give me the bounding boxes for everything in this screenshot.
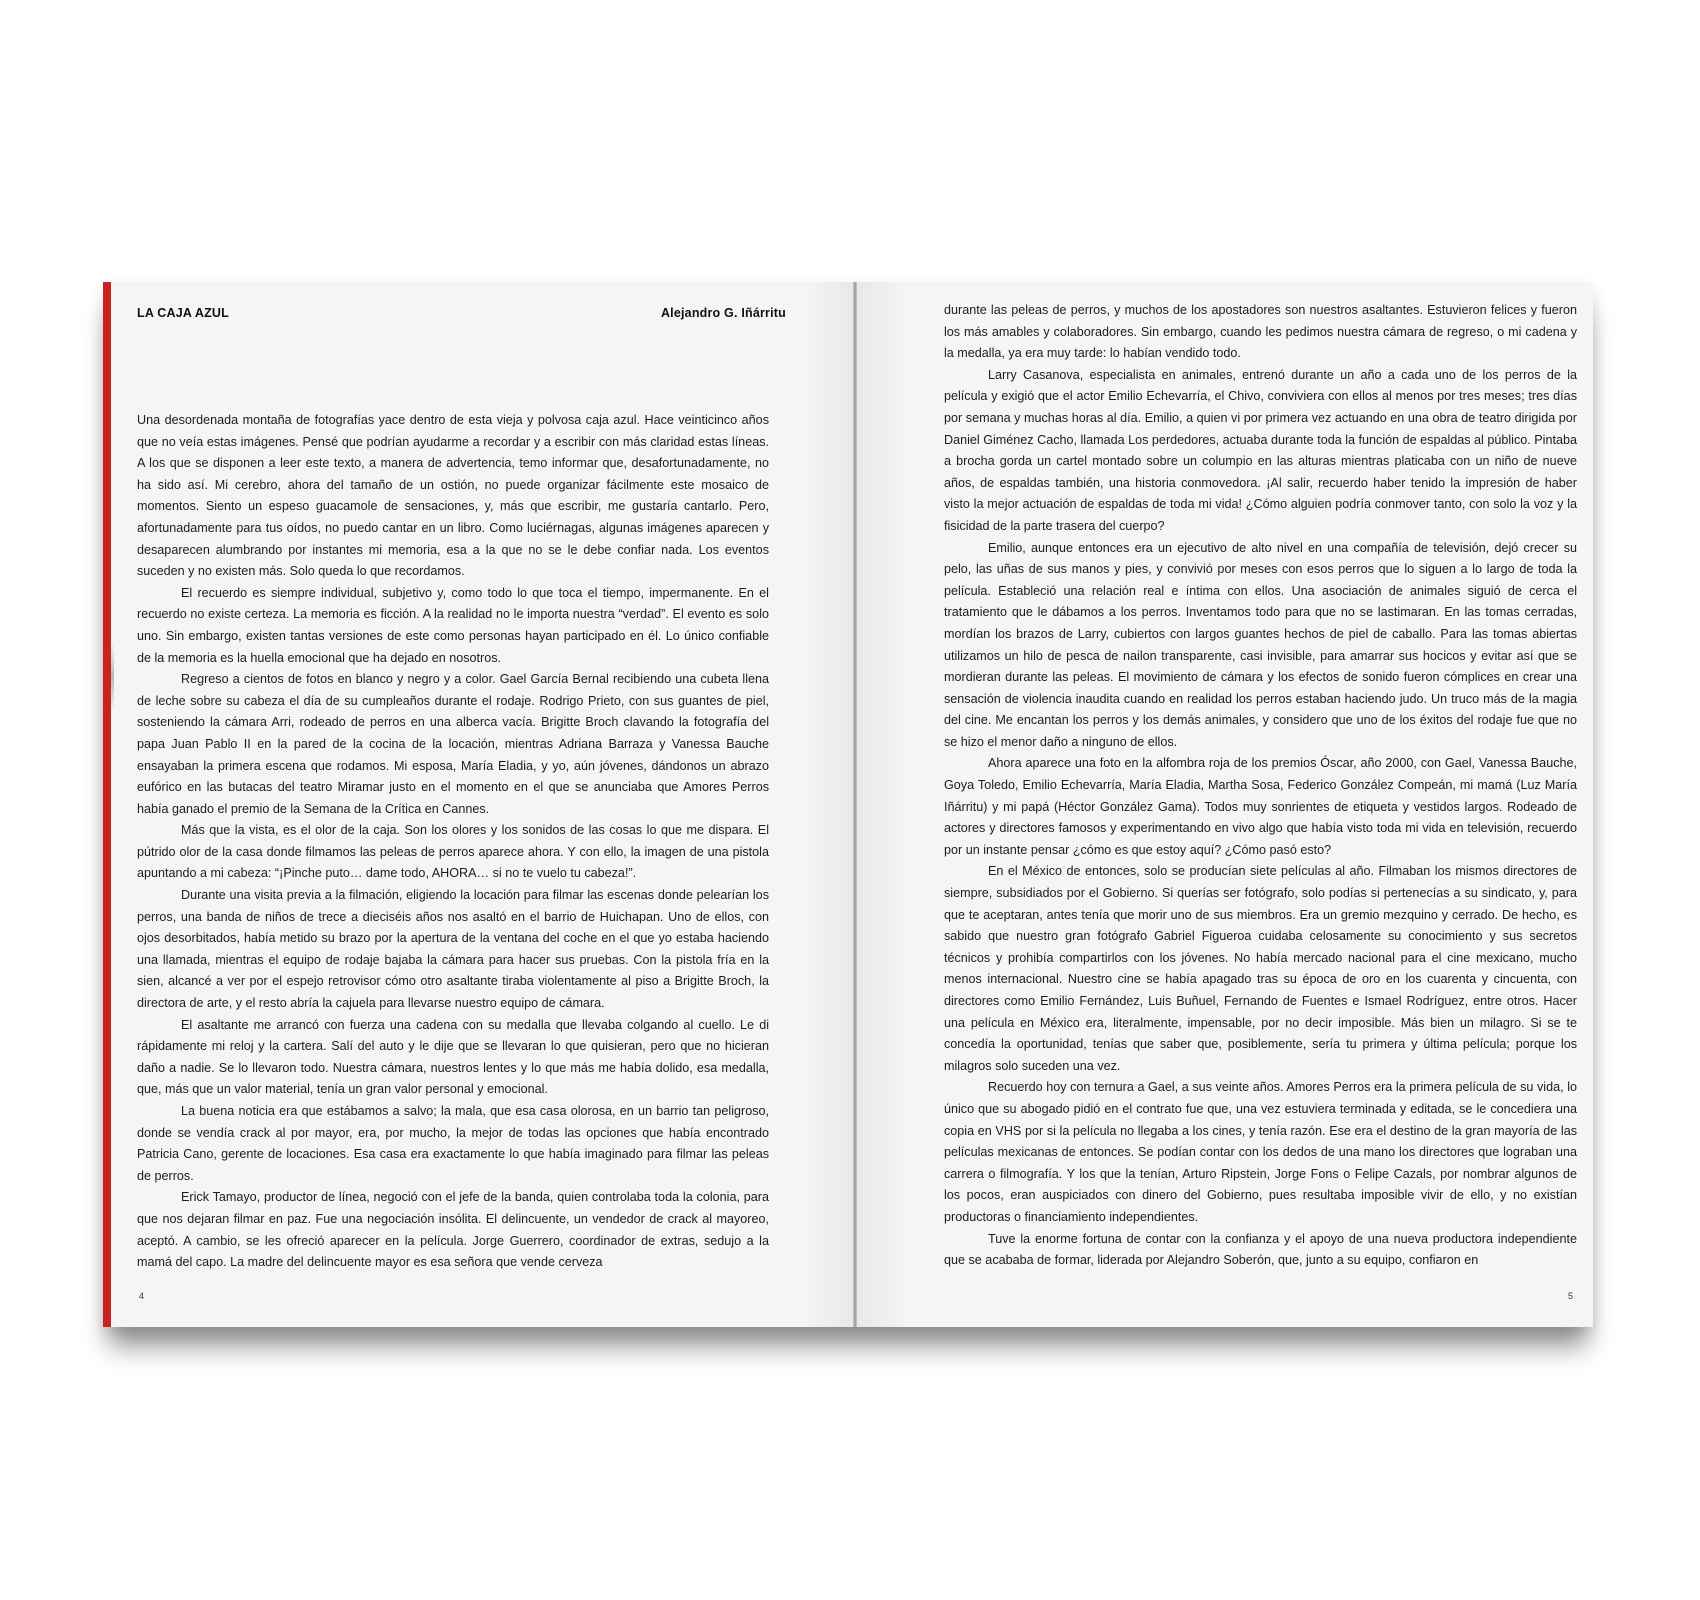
paragraph: Recuerdo hoy con ternura a Gael, a sus veinte años. Amores Perros era la primera película de su vida, lo único que su abogado pidió en el contrato fue que, una vez estuviera terminada y editada, se le concediera una copia en VHS por si la película no llegaba a los cines, y tenía razón. Ese era el destino de la gran mayoría de las películas mexicanas de entonces. Se podían contar con los dedos de una mano los directores que lograban una carrera o filmografía. Y los que la tenían, Arturo Ripstein, Jorge Fons o Felipe Cazals, por nombrar algunos de los pocos, eran auspiciados con dinero del Gobierno, pues resultaba imposible vivir de ello, y no existían productoras o financiamiento independientes. xyxy=(944,1080,1577,1224)
paragraph: El recuerdo es siempre individual, subjetivo y, como todo lo que toca el tiempo, impermanente. En el recuerdo no existe certeza. La memoria es ficción. A la realidad no le importa nuestra “verdad”. El evento es solo uno. Sin embargo, existen tantas versiones de este como personas hayan participado en él. Lo único confiable de la memoria es la huella emocional que ha dejado en nosotros. xyxy=(137,585,769,665)
paragraph: Una desordenada montaña de fotografías yace dentro de esta vieja y polvosa caja azul. Hace veinticinco años que no veía estas imágenes. Pensé que podrían ayudarme a recordar y a escribir con más claridad estas líneas. A los que se disponen a leer este texto, a manera de advertencia, temo informar que, desafortunadamente, no ha sido así. Mi cerebro, ahora del tamaño de un ostión, no puede organizar fácilmente este mosaico de momentos. Siento un espeso guacamole de sensaciones, y, más que escribir, me gustaría cantarlo. Pero, afortunadamente para tus oídos, no puedo cantar en un libro. Como luciérnagas, algunas imágenes aparecen y desaparecen alumbrando por instantes mi memoria, esa a la que no se le debe confiar nada. Los eventos suceden y no existen más. Solo queda lo que recordamos. xyxy=(137,413,769,579)
right-body-text xyxy=(944,300,1577,1272)
book-spread xyxy=(103,282,1593,1327)
page-number: 4 xyxy=(139,1291,145,1301)
right-page xyxy=(857,282,1593,1327)
paragraph: Ahora aparece una foto en la alfombra roja de los premios Óscar, año 2000, con Gael, Vanessa Bauche, Goya Toledo, Emilio Echevarría, María Eladia, Martha Sosa, Federico González Compeán, mi mamá (Luz María Iñárritu) y mi papá (Héctor González Gama). Todos muy sonrientes de etiqueta y vestidos largos. Rodeado de actores y directores famosos y experimentando en vivo algo que había visto toda mi vida en televisión, recuerdo por un instante pensar ¿cómo es que estoy aquí? ¿Cómo pasó esto? xyxy=(944,756,1577,857)
author-name: Alejandro G. Iñárritu xyxy=(660,306,786,320)
paragraph: El asaltante me arrancó con fuerza una cadena con su medalla que llevaba colgando al cuello. Le di rápidamente mi reloj y la cartera. Salí del auto y le dije que se llevaran lo que quisieran, pero que no hicieran daño a nadie. Se lo llevaron todo. Nuestra cámara, nuestros lentes y lo que más me había dolido, esa medalla, que, más que un valor material, tenía un gran valor personal y emocional. xyxy=(137,1017,769,1097)
running-title: LA CAJA AZUL xyxy=(137,306,229,320)
paragraph: En el México de entonces, solo se producían siete películas al año. Filmaban los mismos directores de siempre, subsidiados por el Gobierno. Si querías ser fotógrafo, solo podías si pertenecías a su sindicato, y, para que te aceptaran, antes tenía que morir uno de sus miembros. Era un gremio mezquino y cerrado. De hecho, es sabido que nuestro gran fotógrafo Gabriel Figueroa cuidaba celosamente su conocimiento y sus secretos técnicos y prohibía compartirlos con los jóvenes. No había mercado nacional para el cine mexicano, mucho menos internacional. Nuestro cine se había apagado tras su época de oro en los cuarenta y cincuenta, con directores como Emilio Fernández, Luis Buñuel, Fernando de Fuentes e Ismael Rodríguez, entre otros. Hacer una película en México era, literalmente, impensable, por no decir imposible. Más bien un milagro. Si se te concedía la oportunidad, tenías que saber que, posiblemente, sería tu primera y última película; porque los milagros solo suceden una vez. xyxy=(944,864,1577,1073)
paragraph: La buena noticia era que estábamos a salvo; la mala, que esa casa olorosa, en un barrio tan peligroso, donde se vendía crack al por mayor, era, por mucho, la mejor de todas las opciones que había encontrado Patricia Cano, gerente de locaciones. Esa casa era exactamente lo que había imaginado para filmar las peleas de perros. xyxy=(137,1104,769,1183)
left-page xyxy=(103,282,853,1327)
left-body-text xyxy=(137,410,769,1274)
page-number: 5 xyxy=(1567,1291,1573,1301)
paragraph: Regreso a cientos de fotos en blanco y negro y a color. Gael García Bernal recibiendo una cubeta llena de leche sobre su cabeza el día de su cumpleaños durante el rodaje. Rodrigo Prieto, con sus guantes de piel, sosteniendo la cámara Arri, rodeado de perros en una alberca vacía. Brigitte Broch clavando la fotografía del papa Juan Pablo II en la pared de la cocina de la locación, mientras Adriana Barraza y Vanessa Bauche ensayaban la primera escena que rodamos. Mi esposa, María Eladia, y yo, aún jóvenes, dándonos un abrazo eufórico en las butacas del teatro Miramar justo en el momento en el que se anunciaba que Amores Perros había ganado el premio de la Semana de la Crítica en Cannes. xyxy=(137,672,769,816)
page-crease-shadow xyxy=(111,642,114,712)
paragraph: Durante una visita previa a la filmación, eligiendo la locación para filmar las escenas donde pelearían los perros, una banda de niños de trece a dieciséis años nos asaltó en el barrio de Huichapan. Uno de ellos, con ojos desorbitados, había metido su brazo por la apertura de la ventana del coche en el que yo estaba haciendo una llamada, mientras el equipo de rodaje bajaba la cámara para hacer sus pruebas. Con la pistola fría en la sien, alcancé a ver por el espejo retrovisor cómo otro asaltante tiraba violentamente al piso a Brigitte Broch, la directora de arte, y el resto abría la cajuela para llevarse nuestro equipo de cámara. xyxy=(137,888,769,1011)
paragraph: Más que la vista, es el olor de la caja. Son los olores y los sonidos de las cosas lo que me dispara. El pútrido olor de la casa donde filmamos las peleas de perros aparece ahora. Y con ello, la imagen de una pistola apuntando a mi cabeza: “¡Pinche puto… dame todo, AHORA… si no te vuelo tu cabeza!”. xyxy=(137,823,769,881)
paragraph: Tuve la enorme fortuna de contar con la confianza y el apoyo de una nueva productora independiente que se acababa de formar, liderada por Alejandro Soberón, que, junto a su equipo, confiaron en xyxy=(944,1231,1577,1268)
paragraph: durante las peleas de perros, y muchos de los apostadores son nuestros asaltantes. Estuvieron felices y fueron los más amables y colaboradores. Sin embargo, cuando les pedimos nuestra cámara de regreso, o mi cadena y la medalla, ya era muy tarde: lo habían vendido todo. xyxy=(944,303,1577,361)
red-page-edge xyxy=(103,282,111,1327)
paragraph: Emilio, aunque entonces era un ejecutivo de alto nivel en una compañía de televisión, dejó crecer su pelo, las uñas de sus manos y pies, y convivió por meses con esos perros que lo siguen a lo largo de toda la película. Estableció una relación real e íntima con ellos. Una asociación de animales siguió de cerca el tratamiento que le dábamos a los perros. Inventamos todo para que no se lastimaran. En las tomas cerradas, mordían los brazos de Larry, cubiertos con largos guantes hechos de piel de caballo. Para las tomas abiertas utilizamos un hilo de pesca de nailon transparente, casi invisible, para amarrar sus hocicos y evitar así que se mordieran durante las peleas. El movimiento de cámara y los efectos de sonido fueron cómplices en crear una sensación de violencia inaudita cuando en realidad los perros estaban haciendo judo. Un truco más de la magia del cine. Me encantan los perros y los demás animales, y considero que uno de los éxitos del rodaje fue que no se hizo el menor daño a ninguno de ellos. xyxy=(944,540,1577,749)
paragraph: Larry Casanova, especialista en animales, entrenó durante un año a cada uno de los perros de la película y exigió que el actor Emilio Echevarría, el Chivo, conviviera con ellos al menos por tres meses; tres días por semana y muchas horas al día. Emilio, a quien vi por primera vez actuando en una obra de teatro dirigida por Daniel Giménez Cacho, llamada Los perdedores, actuaba durante toda la función de espaldas al público. Pintaba a brocha gorda un cartel montado sobre un columpio en las alturas mientras platicaba con un niño de nueve años, de espaldas también, una historia conmovedora. ¡Al salir, recuerdo haber tenido la impresión de haber visto la mejor actuación de espaldas de toda mi vida! ¿Cómo alguien podría conmover tanto, con solo la voz y la fisicidad de la parte trasera del cuerpo? xyxy=(944,367,1577,533)
paragraph: Erick Tamayo, productor de línea, negoció con el jefe de la banda, quien controlaba toda la colonia, para que nos dejaran filmar en paz. Fue una negociación insólita. El delincuente, un vendedor de crack al mayoreo, aceptó. A cambio, se les ofreció aparecer en la película. Jorge Guerrero, coordinador de extras, sedujo a la mamá del capo. La madre del delincuente mayor es esa señora que vende cerveza xyxy=(137,1190,769,1270)
